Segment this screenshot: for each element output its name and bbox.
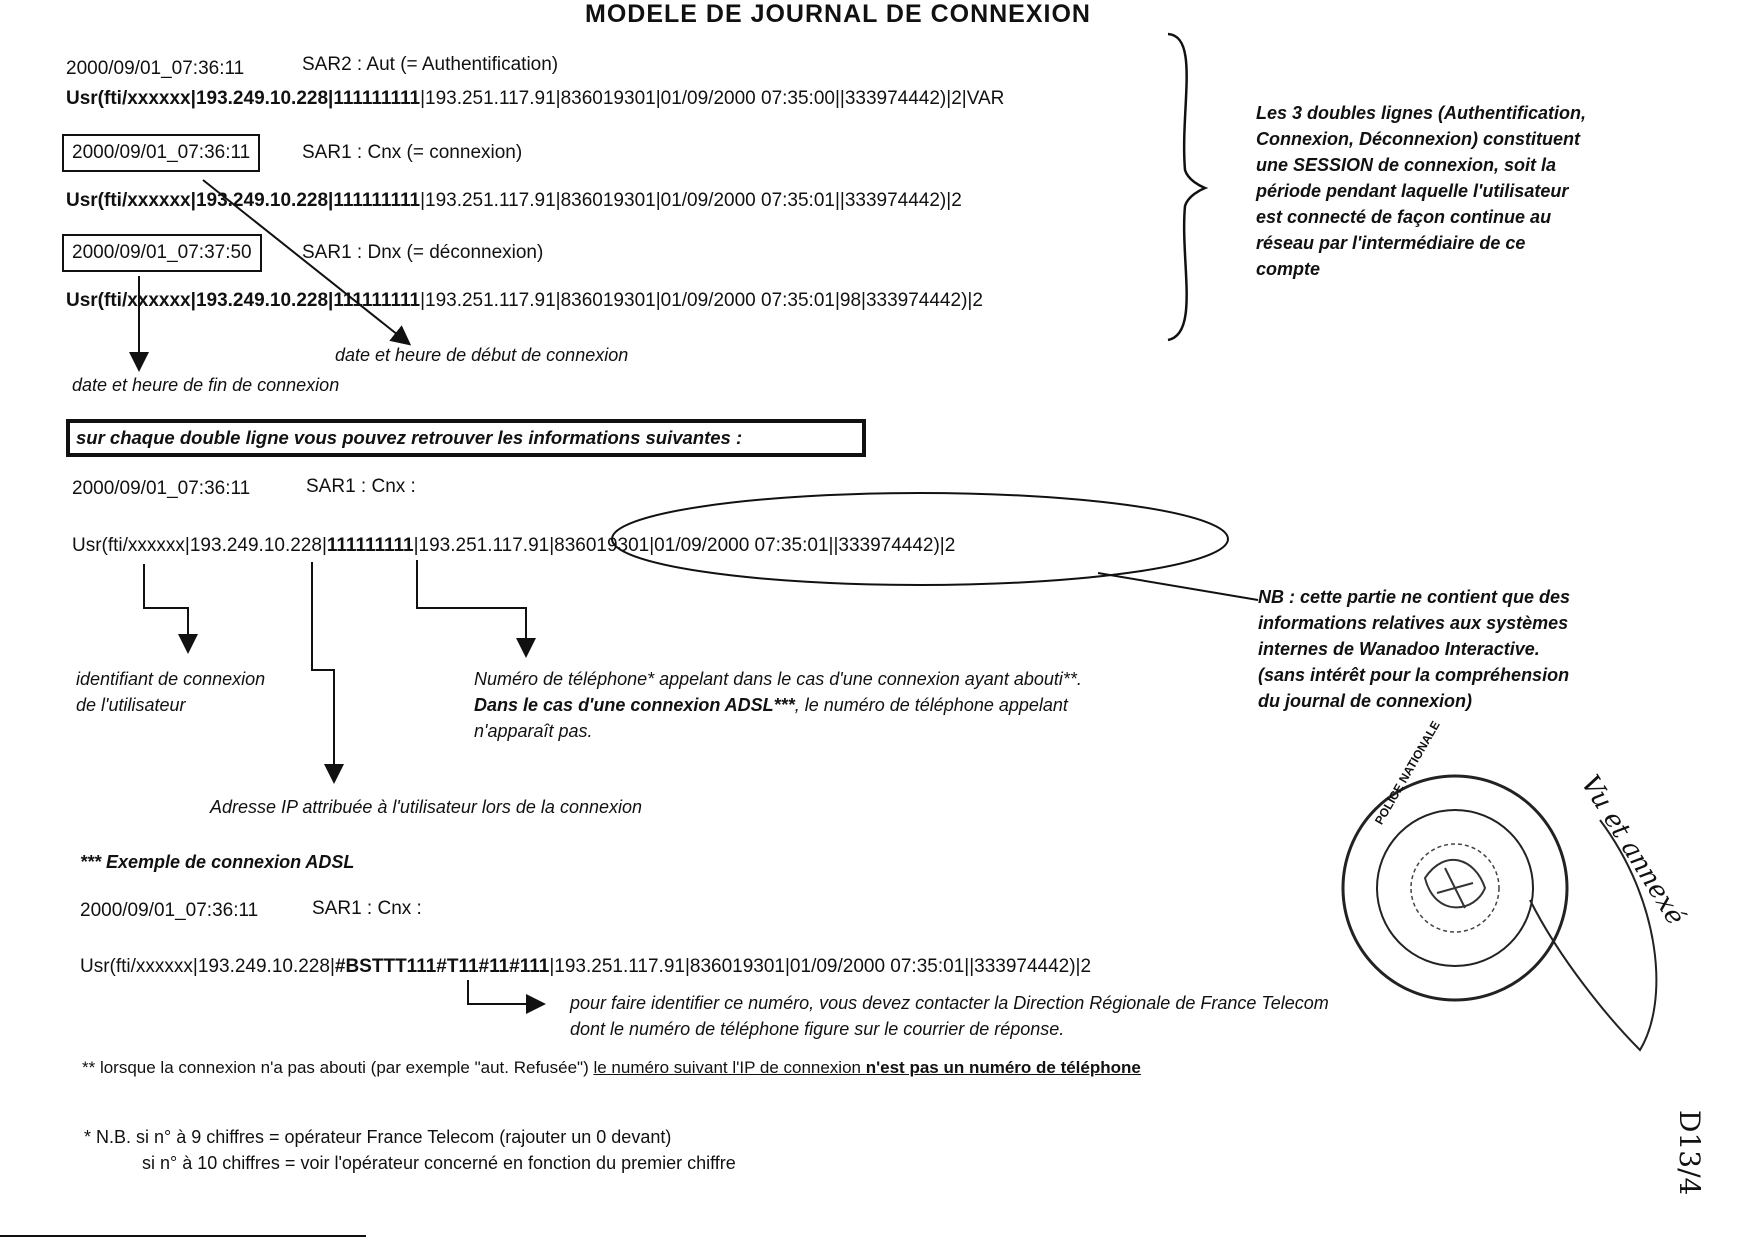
- log-code: SAR1 : Cnx (= connexion): [302, 142, 523, 163]
- footnote-double-star-underlined-text: le numéro suivant l'IP de connexion: [593, 1058, 866, 1077]
- detail-user-ip: Usr(fti/xxxxxx|193.249.10.228|: [72, 535, 327, 556]
- session-note-line: est connecté de façon continue au: [1256, 207, 1552, 227]
- page-reference: D13/4: [1673, 1110, 1706, 1196]
- log-user: Usr(fti/xxxxxx|: [66, 290, 196, 311]
- footnote-single-star-line2: si n° à 10 chiffres = voir l'opérateur concerné en fonction du premier chiffre: [142, 1153, 736, 1173]
- label-phone-line3: n'apparaît pas.: [474, 721, 593, 741]
- adsl-line-number: #BSTTT111#T11#11#111: [334, 956, 550, 977]
- session-brace: [1168, 34, 1205, 340]
- label-phone-line2-rest: , le numéro de téléphone appelant: [794, 695, 1068, 715]
- log-rest: |193.251.117.91|836019301|01/09/2000 07:35:01|98|333974442)|2: [420, 290, 983, 311]
- adsl-user-ip: Usr(fti/xxxxxx|193.249.10.228|: [80, 956, 335, 977]
- label-ip-address: Adresse IP attribuée à l'utilisateur lors de la connexion: [210, 797, 643, 817]
- arrow-user-id: [144, 564, 188, 650]
- log-code: SAR1 : Dnx (= déconnexion): [302, 242, 544, 263]
- arrow-ip: [312, 562, 334, 780]
- session-note-line: compte: [1256, 259, 1321, 279]
- adsl-rest: |193.251.117.91|836019301|01/09/2000 07:35:01||333974442)|2: [549, 956, 1092, 977]
- page-title: MODELE DE JOURNAL DE CONNEXION: [585, 0, 1091, 28]
- session-note-line: période pendant laquelle l'utilisateur: [1256, 181, 1569, 201]
- footnote-double-star-underlined-bold: n'est pas un numéro de téléphone: [865, 1058, 1141, 1077]
- log-user: Usr(fti/xxxxxx|: [66, 88, 196, 109]
- adsl-heading: *** Exemple de connexion ADSL: [80, 852, 355, 872]
- log-ip-phone: 193.249.10.228|111111111: [195, 88, 421, 109]
- footnote-double-star-text: ** lorsque la connexion n'a pas abouti (par exemple "aut. Refusée"): [82, 1058, 594, 1077]
- nb-note-line: du journal de connexion): [1258, 691, 1473, 711]
- log-timestamp: 2000/09/01_07:36:11: [66, 58, 245, 79]
- session-note-line: une SESSION de connexion, soit la: [1256, 155, 1557, 175]
- nb-note-line: NB : cette partie ne contient que des: [1258, 587, 1571, 607]
- section-heading-boxed: sur chaque double ligne vous pouvez retrouver les informations suivantes :: [66, 419, 866, 457]
- nb-note-line: informations relatives aux systèmes: [1258, 613, 1569, 633]
- label-user-id-line: de l'utilisateur: [76, 695, 186, 715]
- nb-note-line: internes de Wanadoo Interactive.: [1258, 639, 1540, 659]
- nb-note-line: (sans intérêt pour la compréhension: [1258, 665, 1570, 685]
- session-note-line: Connexion, Déconnexion) constituent: [1256, 129, 1581, 149]
- log-ip-phone: 193.249.10.228|111111111: [195, 290, 421, 311]
- log-ip-phone: 193.249.10.228|111111111: [195, 190, 421, 211]
- log-timestamp-boxed: 2000/09/01_07:36:11: [62, 134, 260, 172]
- detail-phone: 111111111: [326, 535, 414, 556]
- nb-pointer-line: [1098, 573, 1258, 600]
- log-timestamp-boxed: 2000/09/01_07:37:50: [62, 234, 262, 272]
- detail-code: SAR1 : Cnx :: [306, 476, 416, 497]
- log-code: SAR2 : Aut (= Authentification): [302, 54, 559, 75]
- session-note-line: réseau par l'intermédiaire de ce: [1256, 233, 1526, 253]
- session-note-line: Les 3 doubles lignes (Authentification,: [1256, 103, 1587, 123]
- log-rest: |193.251.117.91|836019301|01/09/2000 07:35:00||333974442)|2|VAR: [420, 88, 1005, 109]
- log-rest: |193.251.117.91|836019301|01/09/2000 07:35:01||333974442)|2: [420, 190, 962, 211]
- arrow-start-time: [203, 180, 408, 343]
- internal-fields-ellipse: [612, 493, 1228, 585]
- detail-timestamp: 2000/09/01_07:36:11: [72, 478, 251, 499]
- adsl-code: SAR1 : Cnx :: [312, 898, 422, 919]
- arrow-adsl: [468, 980, 542, 1004]
- label-user-id-line: identifiant de connexion: [76, 669, 266, 689]
- label-end-datetime: date et heure de fin de connexion: [72, 375, 340, 395]
- label-phone-adsl: Dans le cas d'une connexion ADSL***: [474, 695, 795, 715]
- label-phone-line1: Numéro de téléphone* appelant dans le cas d'une connexion ayant abouti**.: [474, 669, 1082, 689]
- adsl-timestamp: 2000/09/01_07:36:11: [80, 900, 259, 921]
- adsl-note-line2: dont le numéro de téléphone figure sur le courrier de réponse.: [570, 1019, 1065, 1039]
- handwritten-note: Vu et annexé: [1574, 770, 1691, 931]
- arrow-phone: [417, 560, 526, 654]
- footnote-single-star-line1: * N.B. si n° à 9 chiffres = opérateur France Telecom (rajouter un 0 devant): [84, 1127, 672, 1147]
- log-user: Usr(fti/xxxxxx|: [66, 190, 196, 211]
- adsl-note-line1: pour faire identifier ce numéro, vous devez contacter la Direction Régionale de France Telecom: [570, 993, 1329, 1013]
- detail-rest: |193.251.117.91|836019301|01/09/2000 07:35:01||333974442)|2: [413, 535, 956, 556]
- stamp-inner-text: POLICE NATIONALE: [1372, 718, 1443, 827]
- label-start-datetime: date et heure de début de connexion: [335, 345, 629, 365]
